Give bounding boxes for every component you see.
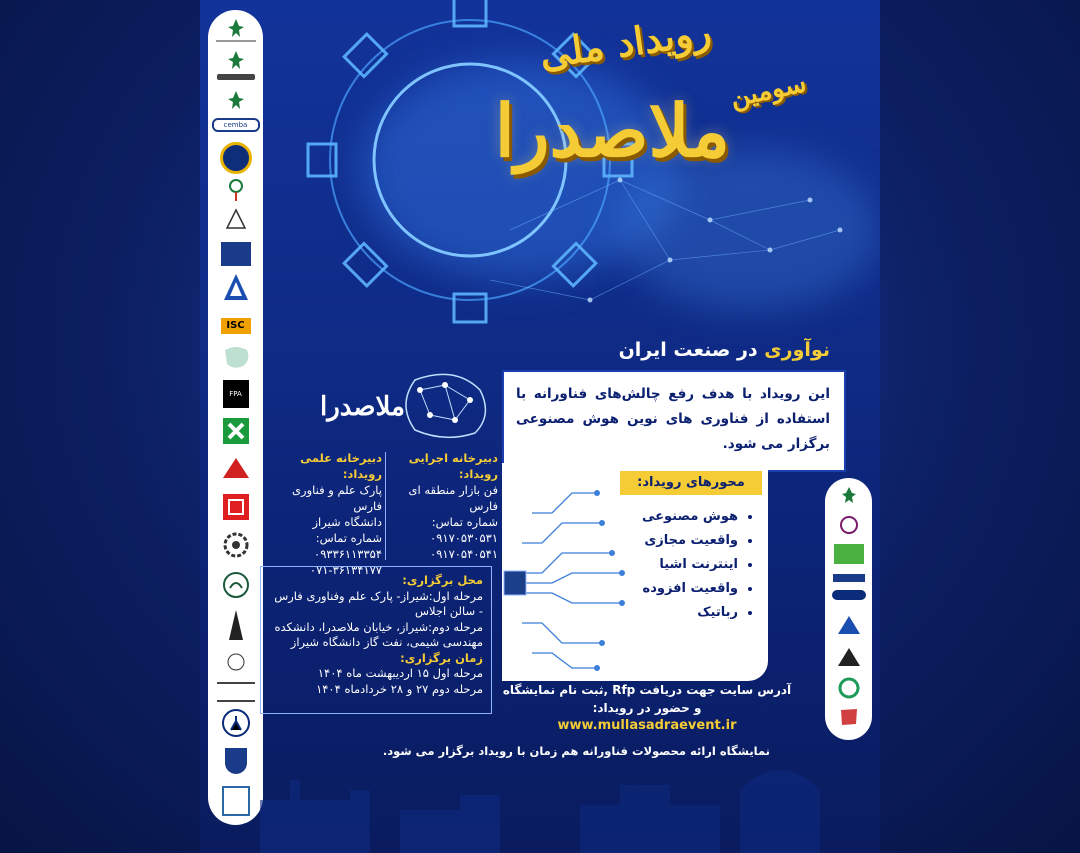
location-label: محل برگزاری:: [402, 573, 483, 587]
science-secretariat: [260, 450, 382, 578]
cross-logo: [223, 418, 249, 444]
exec-secretariat-phone2: ۰۹۱۷۰۵۴۰۵۴۱: [430, 547, 498, 561]
website-url[interactable]: www.mullasadraevent.ir: [557, 718, 737, 733]
website-info: [502, 681, 792, 735]
fpa-logo: FPA: [223, 380, 249, 408]
axis-item: • واقعیت مجازی: [642, 529, 738, 553]
axes-list: [642, 505, 760, 625]
building-icon: [217, 682, 255, 702]
science-secretariat-line2: دانشگاه شیراز: [312, 515, 382, 529]
sponsor-logo-strip-left: [208, 10, 263, 825]
exec-secretariat-line1: فن بازار منطقه ای فارس: [408, 483, 498, 513]
emblem-icon: [227, 50, 245, 70]
seal-icon: [220, 142, 252, 174]
time-stage2: مرحله دوم ۲۷ و ۲۸ خردادماه ۱۴۰۴: [316, 681, 483, 696]
text-logo: [217, 74, 255, 80]
tree-icon: [224, 652, 248, 676]
flower-icon: [224, 176, 248, 202]
map-icon: [221, 344, 251, 370]
chart-icon: [834, 544, 864, 564]
divider: [216, 40, 256, 42]
axis-item: • اینترنت اشیا: [642, 553, 738, 577]
science-secretariat-phone2: ۰۷۱-۳۶۱۳۴۱۷۷: [309, 563, 382, 577]
exhibition-note: نمایشگاه ارائه محصولات فناورانه هم زمان با رویداد برگزار می شود.: [382, 744, 770, 758]
mountain-icon: [836, 646, 862, 672]
mountain-icon: [221, 456, 251, 480]
flower-icon: [838, 514, 860, 540]
emblem-icon: [841, 486, 857, 508]
cemba-logo: cemba: [212, 118, 260, 132]
subtitle-rest: در صنعت ایران: [618, 339, 758, 361]
science-secretariat-label: دبیرخانه علمی رویداد:: [300, 451, 382, 481]
mountain-icon: [836, 614, 862, 640]
location-stage2: مرحله دوم:شیراز، خیابان ملاصدرا، دانشکده مهندسی شیمی، نفت گاز دانشگاه شیراز: [274, 619, 483, 649]
text-logo: [832, 590, 866, 600]
event-poster: [200, 0, 880, 853]
event-axes-box: [502, 463, 768, 681]
subtitle-highlight: نوآوری: [764, 339, 830, 361]
time-label: زمان برگزاری:: [400, 650, 483, 665]
exec-secretariat-phone-label: شماره تماس:: [431, 515, 498, 529]
event-description: این رویداد با هدف رفع چالش‌های فناورانه با استفاده از فناوری های نوین هوش مصنوعی برگزار می شود.: [516, 386, 830, 452]
square-logo: [223, 494, 249, 520]
tower-icon: [225, 608, 247, 642]
exec-secretariat-phone1: ۰۹۱۷۰۵۳۰۵۳۱: [430, 531, 498, 545]
hands-icon: [221, 570, 251, 600]
sponsor-logo-strip-right: [825, 478, 872, 740]
axes-title: محورهای رویداد:: [620, 471, 762, 495]
city-skyline-decoration: [200, 760, 880, 853]
science-secretariat-phone-label: شماره تماس:: [315, 531, 382, 545]
event-subtitle: [619, 339, 830, 361]
emblem-icon: [227, 90, 245, 110]
exec-secretariat-label: دبیرخانه اجرایی رویداد:: [408, 451, 498, 481]
brand-wordmark: ملاصدرا: [320, 392, 405, 422]
runner-icon: [221, 708, 251, 738]
description-box: [502, 370, 846, 472]
science-secretariat-phone1: ۰۹۳۳۶۱۱۳۳۵۴: [314, 547, 382, 561]
location-time-box: [260, 566, 492, 714]
azad-icon: [222, 272, 250, 302]
map-icon: [838, 706, 860, 732]
science-secretariat-line1: پارک علم و فناوری فارس: [292, 483, 382, 513]
event-name-title: ملاصدرا: [494, 88, 730, 173]
emblem-icon: [227, 18, 245, 38]
axis-item: • هوش مصنوعی: [642, 505, 738, 529]
exec-secretariat: [390, 450, 498, 562]
axis-item: • واقعیت افزوده: [642, 577, 738, 601]
event-series-title: رویداد ملی: [537, 8, 715, 77]
divider: [385, 452, 386, 560]
website-line1: آدرس سایت جهت دریافت Rfp ,ثبت نام نمایشگاه: [502, 683, 792, 697]
website-line2: و حضور در رویداد:: [592, 701, 702, 715]
isc-logo: ISC: [221, 318, 251, 334]
axis-item: • رباتیک: [642, 601, 738, 625]
time-stage1: مرحله اول ۱۵ اردیبهشت ماه ۱۴۰۴: [317, 666, 483, 680]
text-logo: [833, 574, 865, 582]
ai-circuit-graphic: [502, 483, 632, 673]
circle-icon: [837, 676, 861, 704]
event-edition: سومین: [727, 68, 810, 114]
tree-icon: [223, 208, 249, 232]
location-stage1: مرحله اول:شیراز- پارک علم وفناوری فارس - سالن اجلاس: [274, 588, 483, 618]
building-icon: [221, 242, 251, 266]
gear-logo: [221, 530, 251, 560]
